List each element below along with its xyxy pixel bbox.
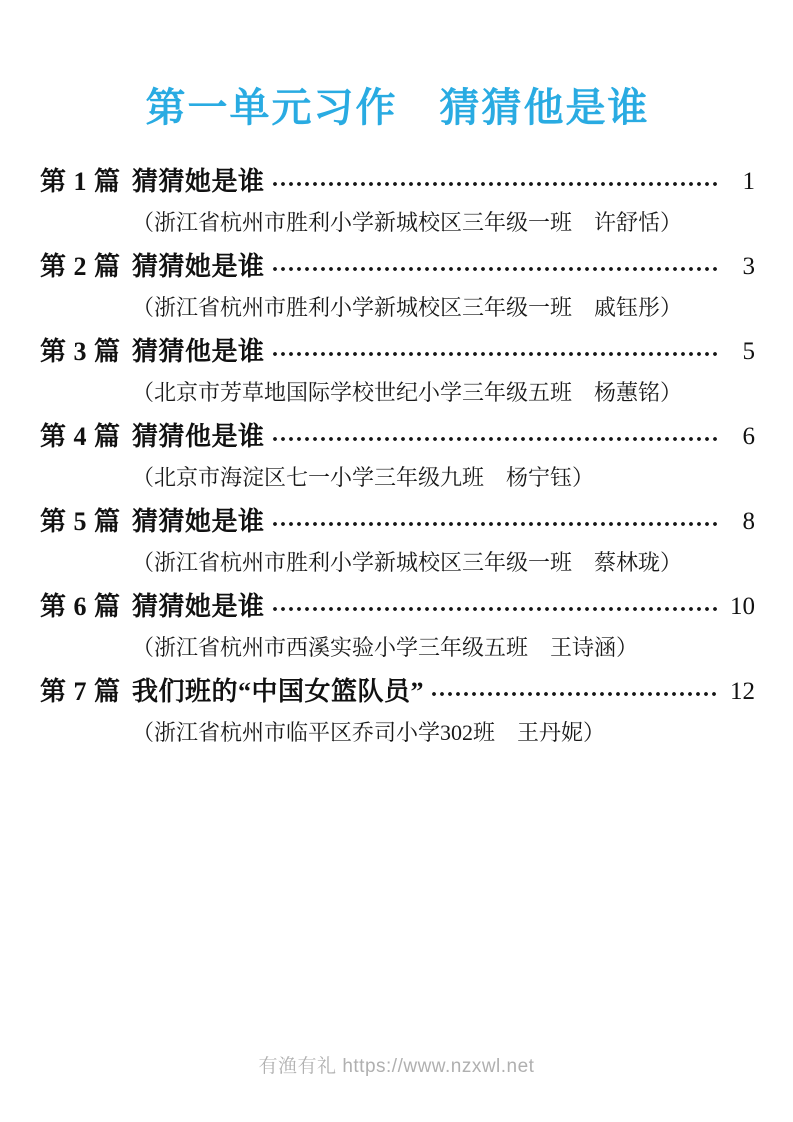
toc-entry [40, 672, 755, 757]
entry-source-line: （浙江省杭州市胜利小学新城校区三年级一班 戚钰彤） [132, 295, 683, 320]
entry-title: 猜猜他是谁 [132, 422, 265, 451]
page-footer [0, 1051, 793, 1078]
entry-page-number: 8 [742, 508, 755, 535]
entry-title: 猜猜她是谁 [132, 592, 265, 621]
entry-title: 猜猜她是谁 [132, 167, 265, 196]
entry-source-line: （浙江省杭州市胜利小学新城校区三年级一班 许舒恬） [132, 210, 683, 235]
toc-entry [40, 247, 755, 332]
entry-page-number: 6 [742, 423, 755, 450]
dot-leader [430, 690, 717, 698]
entry-title: 猜猜她是谁 [132, 252, 265, 281]
entry-title: 猜猜她是谁 [132, 507, 265, 536]
entry-page-number: 1 [742, 168, 755, 195]
entry-number-label: 第 7 篇 [40, 677, 121, 706]
page-title: 第一单元习作 猜猜他是谁 [145, 86, 650, 130]
entry-number-label: 第 4 篇 [40, 422, 121, 451]
entry-number-label: 第 6 篇 [40, 592, 121, 621]
toc-entry-main-row [40, 587, 755, 627]
entry-number-label: 第 5 篇 [40, 507, 121, 536]
entry-title: 我们班的“中国女篮队员” [132, 677, 425, 706]
entry-source-line: （北京市海淀区七一小学三年级九班 杨宁钰） [132, 465, 595, 490]
entry-number-label: 第 2 篇 [40, 252, 121, 281]
dot-leader [271, 350, 717, 358]
toc-entry [40, 332, 755, 417]
entry-page-number: 10 [730, 593, 755, 620]
toc-entry-main-row [40, 247, 755, 287]
entry-source-line: （北京市芳草地国际学校世纪小学三年级五班 杨蕙铭） [132, 380, 683, 405]
entry-page-number: 3 [742, 253, 755, 280]
toc-list [40, 162, 755, 757]
toc-entry-main-row [40, 417, 755, 457]
toc-entry [40, 587, 755, 672]
entry-source-line: （浙江省杭州市胜利小学新城校区三年级一班 蔡林珑） [132, 550, 683, 575]
entry-page-number: 5 [742, 338, 755, 365]
toc-entry-main-row [40, 502, 755, 542]
dot-leader [271, 605, 717, 613]
dot-leader [271, 180, 717, 188]
entry-source-line: （浙江省杭州市临平区乔司小学302班 王丹妮） [132, 720, 606, 745]
entry-number-label: 第 3 篇 [40, 337, 121, 366]
toc-entry [40, 417, 755, 502]
entry-title: 猜猜他是谁 [132, 337, 265, 366]
toc-entry [40, 502, 755, 587]
toc-entry-main-row [40, 162, 755, 202]
entry-source-line: （浙江省杭州市西溪实验小学三年级五班 王诗涵） [132, 635, 639, 660]
toc-entry-main-row [40, 672, 755, 712]
toc-entry-main-row [40, 332, 755, 372]
entry-page-number: 12 [730, 678, 755, 705]
dot-leader [271, 265, 717, 273]
dot-leader [271, 520, 717, 528]
dot-leader [271, 435, 717, 443]
toc-entry [40, 162, 755, 247]
footer-watermark-text: 有渔有礼 https://www.nzxwl.net [258, 1056, 535, 1077]
entry-number-label: 第 1 篇 [40, 167, 121, 196]
